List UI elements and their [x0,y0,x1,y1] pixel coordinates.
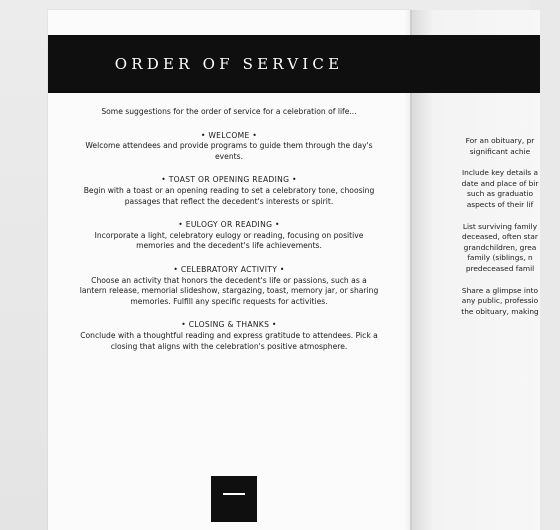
section-toast [78,175,380,207]
obituary-paragraph [440,136,560,157]
text-line: any public, professio [461,296,539,306]
section-welcome [78,131,380,163]
text-line: Include key details a [461,168,539,178]
section-closing [78,320,380,352]
text-line: grandchildren, grea [463,242,537,252]
text-line: family (siblings, n [467,253,533,263]
page-title: ORDER OF SERVICE [114,55,344,73]
right-title-banner [410,35,540,93]
text-line: date and place of bir [461,178,539,188]
section-body: Welcome attendees and provide programs to guide them through the day's events. [85,141,373,161]
obituary-paragraph [440,286,560,318]
intro-text: Some suggestions for the order of service for a celebration of life... [101,107,357,116]
text-line: significant achie [469,146,531,156]
section-body: Choose an activity that honors the decedent's life or passions, such as a lantern release, memorial slideshow, stargazing, toast, memory jar, or sharing memories. Fulfill any specific requests for activities. [79,275,379,306]
section-body: Begin with a toast or an opening reading to set a celebratory tone, choosing passages that reflect the decedent's interests or spirit. [83,185,375,206]
text-line: For an obituary, pr [465,136,535,145]
section-body: Incorporate a light, celebratory eulogy or reading, focusing on positive memories and the decedent's life achievements. [94,230,364,251]
footer-emblem-line [223,493,245,495]
text-line: the obituary, making [461,306,539,316]
section-body: Conclude with a thoughtful reading and express gratitude to attendees. Pick a closing that aligns with the celebration's positive atmosphere. [80,330,378,351]
text-line: deceased, often star [462,232,538,242]
title-banner [48,35,410,93]
section-title: • WELCOME • [200,130,258,140]
obituary-paragraph [440,222,560,275]
text-line: such as graduatio [467,189,533,199]
order-of-service-content [78,107,380,365]
text-line: List surviving family [462,221,538,231]
section-title: • EULOGY OR READING • [178,220,280,230]
text-line: Share a glimpse into [461,285,539,295]
footer-emblem [211,476,257,522]
obituary-paragraph [440,168,560,210]
text-line: aspects of their lif [466,199,534,209]
section-title: • CELEBRATORY ACTIVITY • [173,264,285,274]
section-title: • CLOSING & THANKS • [181,320,277,330]
section-activity [78,265,380,307]
section-title: • TOAST OR OPENING READING • [161,175,297,185]
obituary-content [440,136,560,328]
section-eulogy [78,220,380,252]
text-line: predeceased famil [465,263,535,273]
